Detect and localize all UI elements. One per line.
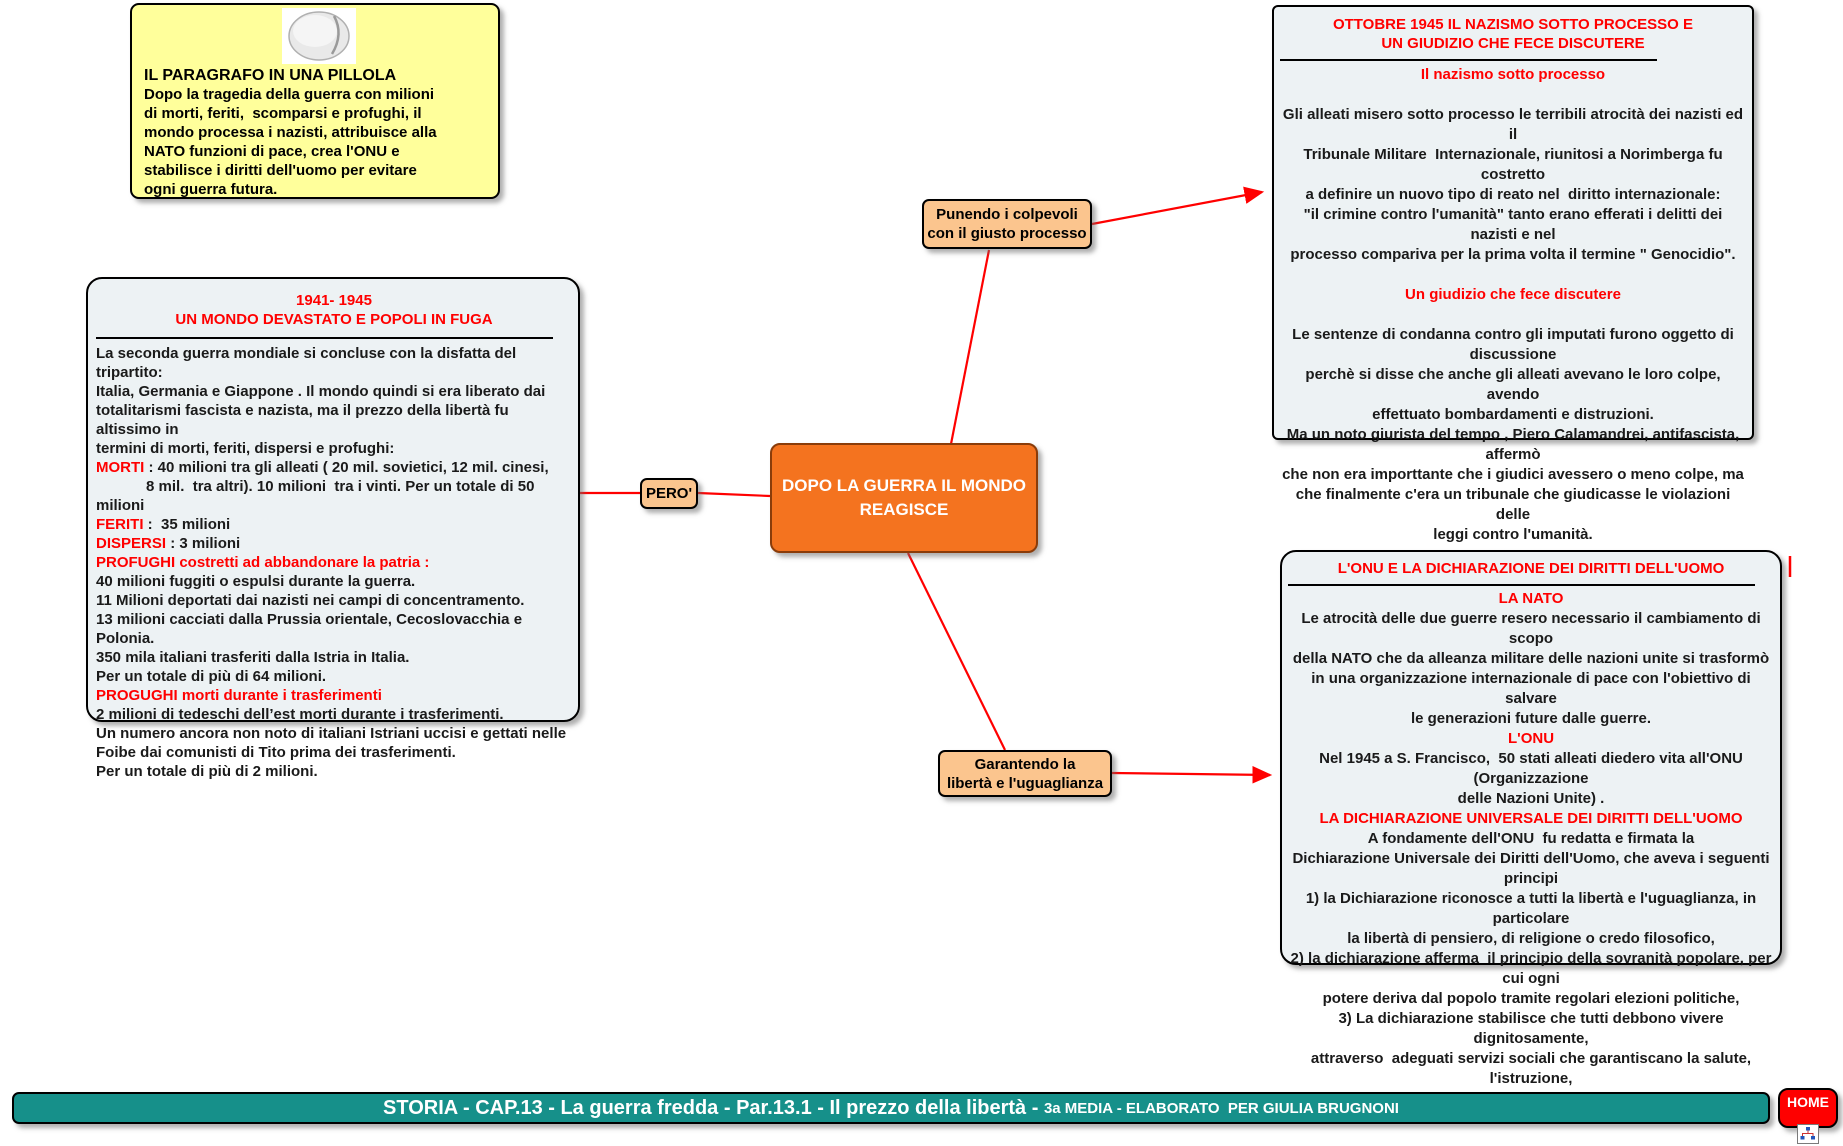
pill-box-title: IL PARAGRAFO IN UNA PILLOLA [144, 67, 397, 84]
footer-title-sub: 3a MEDIA - ELABORATO PER GIULIA BRUGNONI [1043, 1099, 1399, 1117]
left-box-title: 1941- 1945 UN MONDO DEVASTATO E POPOLI IN FUGA [175, 292, 493, 328]
pill-box-body: Dopo la tragedia della guerra con milioni di morti, feriti, scomparsi e profughi, il mondo processa i nazisti, attribuisce alla NATO funzioni di pace, crea l'ONU e stabilisce i diritti dell'uomo per evitare ogni guerra futura. [144, 86, 437, 198]
connector-pero-center [698, 493, 770, 496]
connector-punendo-nazismobox [1092, 192, 1262, 224]
box-mondo-devastato [86, 277, 580, 780]
top-right-box-title: OTTOBRE 1945 IL NAZISMO SOTTO PROCESSO E UN GIUDIZIO CHE FECE DISCUTERE [1332, 16, 1694, 52]
left-box-body: La seconda guerra mondiale si concluse con la disfatta del tripartito: Italia, Germania e Giappone . Il mondo quindi si era liberato dai totalitarismi fascista e nazista, ma il prezzo della libertà fu altissimo in termini di morti, feriti, dispersi e profughi: MORTI : 40 milioni tra gli alleati ( 20 mil. sovietici, 12 mil. cinesi, 8 mil. tra altri). 10 milioni tra i vinti. Per un totale di 50 milioni FERITI : 35 milioni DISPERSI : 3 milioni PROFUGHI costretti ad abbandonare la patria : 40 milioni fuggiti o espulsi durante la guerra. 11 Milioni deportati dai nazisti nei campi di concentramento. 13 milioni cacciati dalla Prussia orientale, Cecoslovacchia e Polonia. 350 mila italiani trasferiti dalla Istria in Italia. Per un totale di più di 64 milioni. PROGUGHI morti durante i trasferimenti 2 milioni di tedeschi dell’est morti durante i trasferimenti. Un numero ancora non noto di italiani Istriani uccisi e gettati nelle Foibe dai comunisti di Tito prima dei trasferimenti. Per un totale di più di 2 milioni. [96, 345, 567, 780]
bottom-right-box-title: L'ONU E LA DICHIARAZIONE DEI DIRITTI DELL'UOMO [1337, 560, 1725, 577]
bottom-right-box-body: LA NATO Le atrocità delle due guerre resero necessario il cambiamento di scopo della NATO che da alleanza militare delle nazioni unite si trasformò in una organizzazione internazionale di pace con l'obiettivo di salvare le generazioni future dalle guerre. L'ONU Nel 1945 a S. Francisco, 50 stati alleati diedero vita all'ONU (Organizzazione delle Nazioni Unite) . LA DICHIARAZIONE UNIVERSALE DEI DIRITTI DELL'UOMO A fondamente dell'ONU fu redatta e firmata la Dichiarazione Universale dei Diritti dell'Uomo, che aveva i seguenti principi 1) la Dichiarazione riconosce a tutti la libertà e l'uguaglianza, in particolare la libertà di pensiero, di religione o credo filosofico, 2) la dichiarazione afferma il principio della sovranità popolare, per cui ogni potere deriva dal popolo tramite regolari elezioni politiche, 3) La dichiarazione stabilisce che tutti debbono vivere dignitosamente, attraverso adeguati servizi sociali che garantiscano la salute, l'istruzione, [1290, 590, 1776, 1087]
pill-image [282, 8, 356, 64]
label-punendo-i-colpevoli: Punendo i colpevoli con il giusto processo [922, 199, 1092, 249]
connector-center-punendo [951, 250, 989, 444]
footer-title-main: STORIA - CAP.13 - La guerra fredda - Par.13.1 - Il prezzo della libertà - [383, 1096, 1044, 1119]
sitemap-icon[interactable] [1797, 1124, 1819, 1144]
connector-garantendo-onubox [1112, 773, 1270, 775]
home-button[interactable]: HOME [1778, 1088, 1838, 1128]
divider [1288, 584, 1755, 586]
top-right-box-body: Il nazismo sotto processo Gli alleati misero sotto processo le terribili atrocità dei nazisti ed il Tribunale Militare Internazionale, riunitosi a Norimberga fu costretto a definire un nuovo tipo di reato nel diritto internazionale: "il crimine contro l'umanità" tanto erano efferati i delitti dei nazisti e nel processo compariva per la prima volta il termine " Genocidio". Un giudizio che fece discutere Le sentenze di condanna contro gli imputati furono oggetto di discussione perchè si disse che anche gli alleati avevano le loro colpe, avendo effettuato bombardamenti e distruzioni. Ma un noto giurista del tempo , Piero Calamandrei, antifascista, affermò che non era importtante che i giudici avessero o meno colpe, ma che finalmente c'era un tribunale che giudicasse le violazioni delle leggi contro l'umanità. [1282, 66, 1748, 543]
divider [96, 337, 553, 339]
divider [1280, 59, 1657, 61]
center-node-dopo-la-guerra: DOPO LA GUERRA IL MONDO REAGISCE [770, 443, 1038, 553]
connector-center-garantendo [908, 553, 1005, 750]
footer-title-bar [12, 1092, 1770, 1124]
box-onu-dichiarazione [1280, 550, 1782, 1087]
box-nazismo-sotto-processo [1272, 5, 1754, 543]
label-garantendo-liberta: Garantendo la libertà e l'uguaglianza [938, 750, 1112, 797]
summary-pill-box [130, 3, 500, 199]
label-pero: PERO' [640, 478, 698, 509]
